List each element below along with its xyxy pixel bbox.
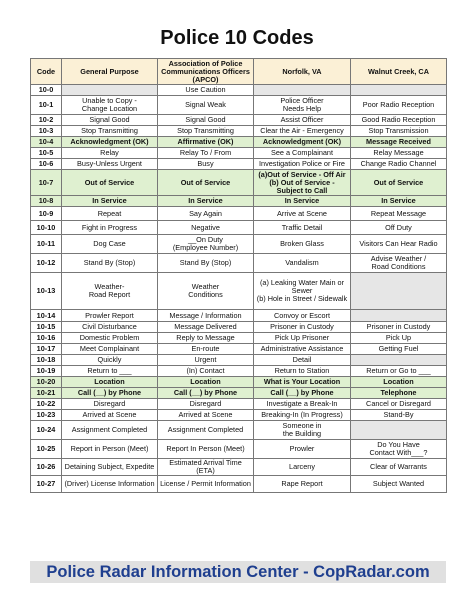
cell-norfolk: What is Your Location — [254, 377, 351, 388]
table-row — [31, 221, 447, 235]
table-row — [31, 388, 447, 399]
cell-general-purpose: Meet Complainant — [62, 344, 158, 355]
table-row — [31, 310, 447, 322]
cell-walnut-creek: Stop Transmission — [351, 126, 447, 137]
table-row — [31, 333, 447, 344]
cell-general-purpose: Fight in Progress — [62, 221, 158, 235]
cell-code: 10-13 — [31, 273, 62, 310]
cell-norfolk: Breaking-In (In Progress) — [254, 410, 351, 421]
table-row — [31, 254, 447, 273]
cell-code: 10-14 — [31, 310, 62, 322]
cell-apco: License / Permit Information — [158, 476, 254, 493]
cell-general-purpose: Signal Good — [62, 115, 158, 126]
table-row — [31, 235, 447, 254]
cell-apco: Out of Service — [158, 170, 254, 196]
cell-apco: Call (__) by Phone — [158, 388, 254, 399]
header-apco: Association of Police Communications Officers (APCO) — [158, 59, 254, 85]
cell-general-purpose: Weather- Road Report — [62, 273, 158, 310]
cell-walnut-creek: Out of Service — [351, 170, 447, 196]
cell-general-purpose: Disregard — [62, 399, 158, 410]
cell-norfolk: (a) Leaking Water Main or Sewer (b) Hole in Street / Sidewalk — [254, 273, 351, 310]
cell-apco: Relay To / From — [158, 148, 254, 159]
cell-apco: Reply to Message — [158, 333, 254, 344]
cell-walnut-creek — [351, 85, 447, 96]
cell-norfolk: See a Complainant — [254, 148, 351, 159]
cell-apco: Say Again — [158, 207, 254, 221]
cell-general-purpose: Detaining Subject, Expedite — [62, 459, 158, 476]
cell-norfolk: Someone in the Building — [254, 421, 351, 440]
cell-code: 10-10 — [31, 221, 62, 235]
table-row — [31, 96, 447, 115]
cell-general-purpose: Stand By (Stop) — [62, 254, 158, 273]
cell-code: 10-27 — [31, 476, 62, 493]
cell-walnut-creek — [351, 355, 447, 366]
cell-walnut-creek: Visitors Can Hear Radio — [351, 235, 447, 254]
cell-apco: Use Caution — [158, 85, 254, 96]
cell-general-purpose: In Service — [62, 196, 158, 207]
cell-code: 10-3 — [31, 126, 62, 137]
cell-walnut-creek: Prisoner in Custody — [351, 322, 447, 333]
cell-code: 10-12 — [31, 254, 62, 273]
cell-norfolk: Vandalism — [254, 254, 351, 273]
cell-code: 10-22 — [31, 399, 62, 410]
cell-code: 10-26 — [31, 459, 62, 476]
cell-norfolk: In Service — [254, 196, 351, 207]
cell-code: 10-1 — [31, 96, 62, 115]
cell-walnut-creek: Cancel or Disregard — [351, 399, 447, 410]
cell-code: 10-4 — [31, 137, 62, 148]
cell-walnut-creek: Good Radio Reception — [351, 115, 447, 126]
cell-code: 10-8 — [31, 196, 62, 207]
cell-general-purpose: Assignment Completed — [62, 421, 158, 440]
cell-walnut-creek: Pick Up — [351, 333, 447, 344]
cell-code: 10-15 — [31, 322, 62, 333]
cell-walnut-creek: Telephone — [351, 388, 447, 399]
cell-apco: Message / Information — [158, 310, 254, 322]
cell-apco: Assignment Completed — [158, 421, 254, 440]
cell-general-purpose: Report in Person (Meet) — [62, 440, 158, 459]
table-row — [31, 476, 447, 493]
cell-general-purpose: Relay — [62, 148, 158, 159]
cell-apco: Disregard — [158, 399, 254, 410]
cell-walnut-creek: Change Radio Channel — [351, 159, 447, 170]
cell-general-purpose: Dog Case — [62, 235, 158, 254]
cell-norfolk: Larceny — [254, 459, 351, 476]
cell-walnut-creek: Off Duty — [351, 221, 447, 235]
cell-code: 10-0 — [31, 85, 62, 96]
cell-apco: En-route — [158, 344, 254, 355]
cell-norfolk: Convoy or Escort — [254, 310, 351, 322]
cell-code: 10-20 — [31, 377, 62, 388]
cell-norfolk: Arrive at Scene — [254, 207, 351, 221]
cell-apco: Urgent — [158, 355, 254, 366]
header-walnut-creek-ca: Walnut Creek, CA — [351, 59, 447, 85]
cell-walnut-creek: Location — [351, 377, 447, 388]
cell-apco: (In) Contact — [158, 366, 254, 377]
page-title: Police 10 Codes — [160, 27, 314, 49]
cell-general-purpose: Stop Transmitting — [62, 126, 158, 137]
cell-norfolk: Police Officer Needs Help — [254, 96, 351, 115]
cell-norfolk: (a)Out of Service - Off Air (b) Out of Service - Subject to Call — [254, 170, 351, 196]
cell-walnut-creek: Return or Go to ___ — [351, 366, 447, 377]
cell-norfolk: Clear the Air - Emergency — [254, 126, 351, 137]
table-row — [31, 440, 447, 459]
cell-walnut-creek: Poor Radio Reception — [351, 96, 447, 115]
table-body — [31, 85, 447, 493]
cell-walnut-creek: Relay Message — [351, 148, 447, 159]
cell-norfolk: Traffic Detail — [254, 221, 351, 235]
cell-code: 10-17 — [31, 344, 62, 355]
table-row — [31, 355, 447, 366]
table-row — [31, 421, 447, 440]
table-row — [31, 410, 447, 421]
cell-walnut-creek — [351, 421, 447, 440]
cell-code: 10-25 — [31, 440, 62, 459]
cell-general-purpose: Prowler Report — [62, 310, 158, 322]
table-row — [31, 85, 447, 96]
cell-code: 10-21 — [31, 388, 62, 399]
cell-apco: Signal Good — [158, 115, 254, 126]
cell-norfolk: Rape Report — [254, 476, 351, 493]
table-row — [31, 366, 447, 377]
table-row — [31, 459, 447, 476]
cell-general-purpose: (Driver) License Information — [62, 476, 158, 493]
cell-general-purpose: Quickly — [62, 355, 158, 366]
table-row — [31, 137, 447, 148]
cell-apco: Busy — [158, 159, 254, 170]
cell-general-purpose: Return to ___ — [62, 366, 158, 377]
cell-walnut-creek: In Service — [351, 196, 447, 207]
cell-general-purpose: Busy-Unless Urgent — [62, 159, 158, 170]
cell-norfolk — [254, 85, 351, 96]
cell-general-purpose: Repeat — [62, 207, 158, 221]
cell-code: 10-7 — [31, 170, 62, 196]
cell-norfolk: Return to Station — [254, 366, 351, 377]
ten-codes-table — [30, 58, 447, 493]
cell-walnut-creek: Clear of Warrants — [351, 459, 447, 476]
table-row — [31, 273, 447, 310]
table-row — [31, 196, 447, 207]
table-row — [31, 159, 447, 170]
cell-code: 10-9 — [31, 207, 62, 221]
cell-norfolk: Investigate a Break-In — [254, 399, 351, 410]
cell-norfolk: Prowler — [254, 440, 351, 459]
cell-code: 10-16 — [31, 333, 62, 344]
header-code: Code — [31, 59, 62, 85]
cell-code: 10-11 — [31, 235, 62, 254]
cell-apco: In Service — [158, 196, 254, 207]
cell-code: 10-6 — [31, 159, 62, 170]
cell-norfolk: Pick Up Prisoner — [254, 333, 351, 344]
table-header-row — [31, 59, 447, 85]
cell-norfolk: Call (__) by Phone — [254, 388, 351, 399]
cell-norfolk: Broken Glass — [254, 235, 351, 254]
table-row — [31, 344, 447, 355]
cell-norfolk: Detail — [254, 355, 351, 366]
table-row — [31, 115, 447, 126]
cell-apco: Affirmative (OK) — [158, 137, 254, 148]
cell-walnut-creek: Do You Have Contact With___? — [351, 440, 447, 459]
cell-code: 10-24 — [31, 421, 62, 440]
cell-apco: Signal Weak — [158, 96, 254, 115]
cell-apco: Location — [158, 377, 254, 388]
cell-norfolk: Investigation Police or Fire — [254, 159, 351, 170]
cell-general-purpose: Unable to Copy - Change Location — [62, 96, 158, 115]
cell-apco: Arrived at Scene — [158, 410, 254, 421]
table-row — [31, 148, 447, 159]
cell-apco: Stand By (Stop) — [158, 254, 254, 273]
cell-apco: Message Delivered — [158, 322, 254, 333]
cell-general-purpose: Location — [62, 377, 158, 388]
cell-general-purpose: Domestic Problem — [62, 333, 158, 344]
cell-general-purpose: Arrived at Scene — [62, 410, 158, 421]
cell-general-purpose: Civil Disturbance — [62, 322, 158, 333]
cell-code: 10-2 — [31, 115, 62, 126]
cell-general-purpose: Acknowledgment (OK) — [62, 137, 158, 148]
table-row — [31, 322, 447, 333]
cell-code: 10-23 — [31, 410, 62, 421]
cell-apco: Negative — [158, 221, 254, 235]
cell-general-purpose — [62, 85, 158, 96]
cell-walnut-creek: Advise Weather / Road Conditions — [351, 254, 447, 273]
table-row — [31, 399, 447, 410]
cell-code: 10-19 — [31, 366, 62, 377]
table-row — [31, 126, 447, 137]
cell-norfolk: Prisoner in Custody — [254, 322, 351, 333]
table-row — [31, 377, 447, 388]
table-row — [31, 170, 447, 196]
cell-walnut-creek — [351, 310, 447, 322]
table-row — [31, 207, 447, 221]
cell-apco: Estimated Arrival Time (ETA) — [158, 459, 254, 476]
cell-norfolk: Assist Officer — [254, 115, 351, 126]
cell-code: 10-18 — [31, 355, 62, 366]
footer-banner: Police Radar Information Center - CopRadar.com — [30, 561, 446, 583]
cell-general-purpose: Out of Service — [62, 170, 158, 196]
cell-code: 10-5 — [31, 148, 62, 159]
cell-walnut-creek: Repeat Message — [351, 207, 447, 221]
cell-norfolk: Administrative Assistance — [254, 344, 351, 355]
cell-apco: Report In Person (Meet) — [158, 440, 254, 459]
cell-walnut-creek: Getting Fuel — [351, 344, 447, 355]
cell-general-purpose: Call (__) by Phone — [62, 388, 158, 399]
cell-walnut-creek: Message Received — [351, 137, 447, 148]
cell-apco: Weather Conditions — [158, 273, 254, 310]
cell-apco: Stop Transmitting — [158, 126, 254, 137]
cell-norfolk: Acknowledgment (OK) — [254, 137, 351, 148]
cell-walnut-creek — [351, 273, 447, 310]
cell-apco: __On Duty (Employee Number) — [158, 235, 254, 254]
cell-walnut-creek: Stand-By — [351, 410, 447, 421]
cell-walnut-creek: Subject Wanted — [351, 476, 447, 493]
header-norfolk-va: Norfolk, VA — [254, 59, 351, 85]
header-general-purpose: General Purpose — [62, 59, 158, 85]
